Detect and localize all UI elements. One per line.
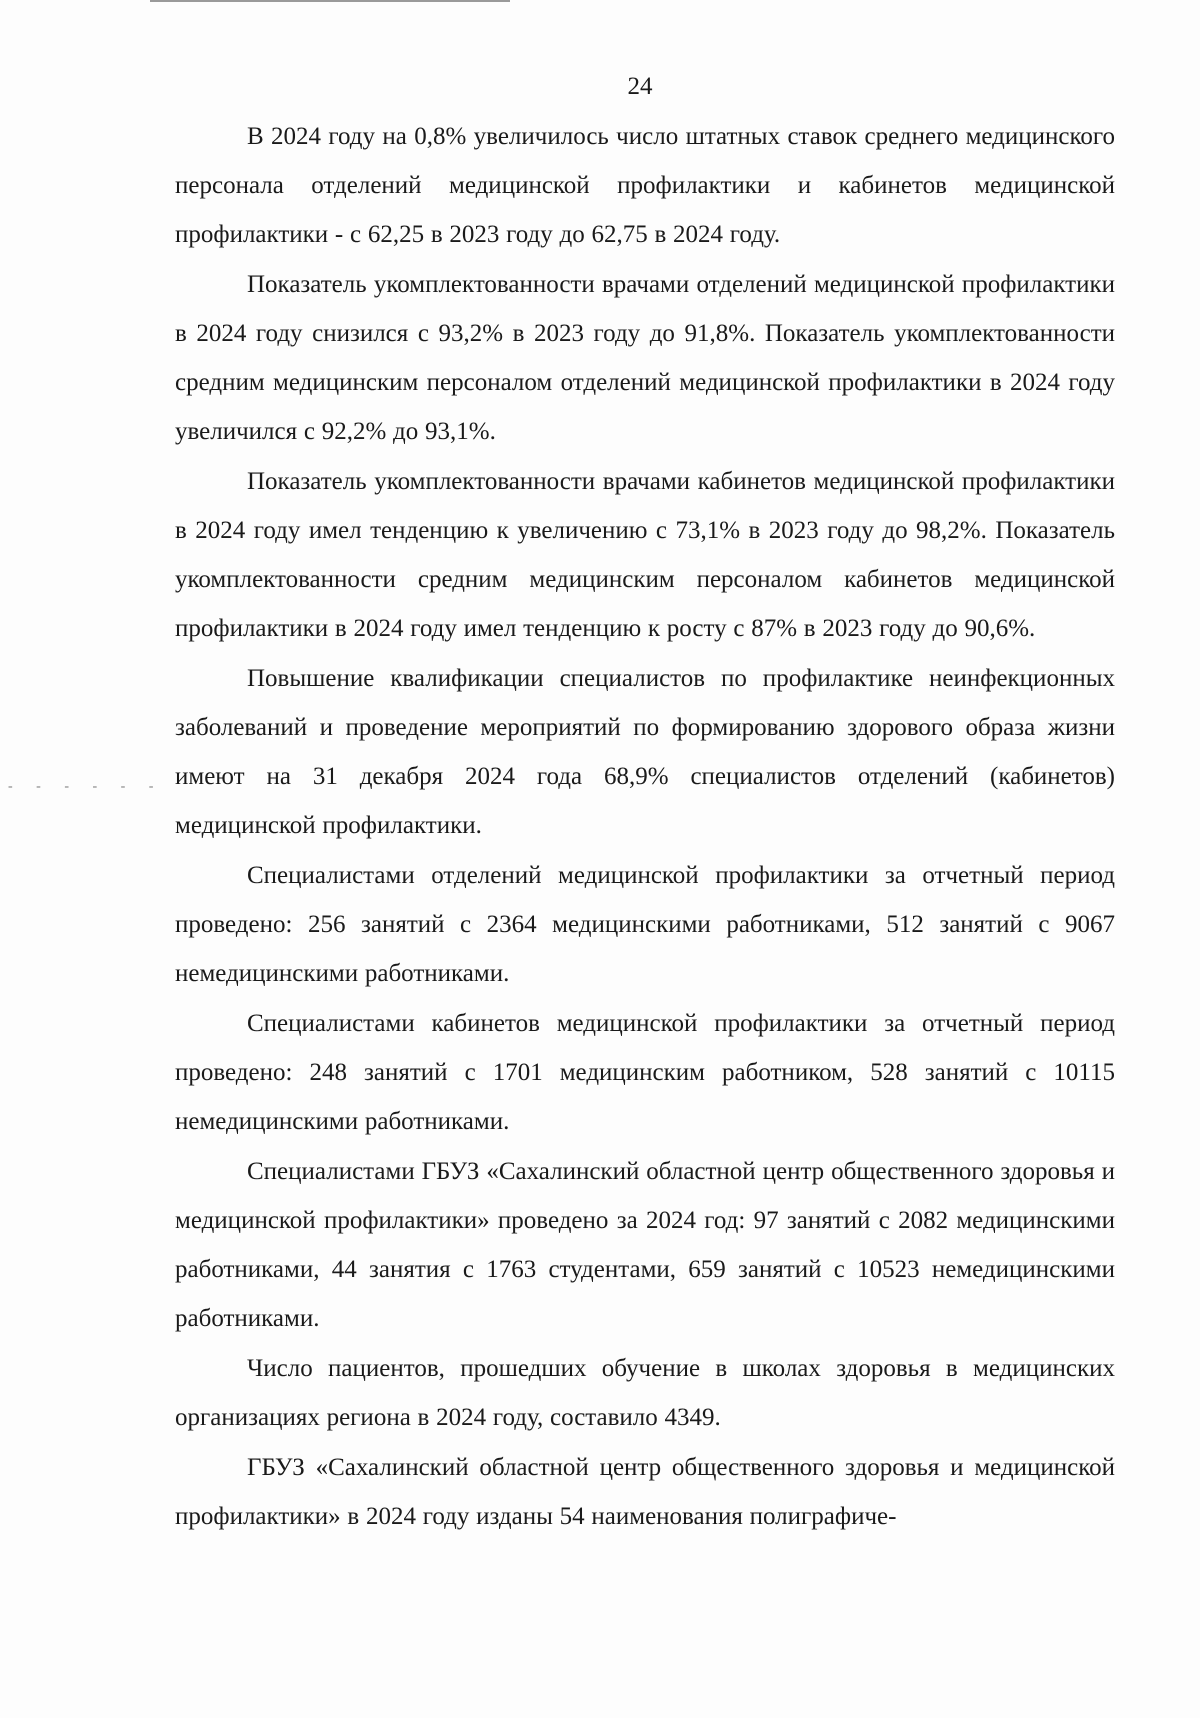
- paragraph-2: Показатель укомплектованности врачами отделений медицинской профилактики в 2024 году снизился с 93,2% в 2023 году до 91,8%. Показатель укомплектованности средним медицинским персоналом отделений медицинской профилактики в 2024 году увеличился с 92,2% до 93,1%.: [175, 271, 1115, 445]
- paragraph-1: В 2024 году на 0,8% увеличилось число штатных ставок среднего медицинского персонала отделений медицинской профилактики и кабинетов медицинской профилактики - с 62,25 в 2023 году до 62,75 в 2024 году.: [175, 123, 1115, 248]
- margin-dash-marks: - - - - - -: [8, 779, 164, 794]
- paragraph-6: Специалистами кабинетов медицинской профилактики за отчетный период проведено: 248 занятий с 1701 медицинским работником, 528 занятий с 10115 немедицинскими работниками.: [175, 1010, 1115, 1135]
- paragraph-9: ГБУЗ «Сахалинский областной центр общественного здоровья и медицинской профилактики» в 2024 году изданы 54 наименования полиграфиче-: [175, 1454, 1115, 1530]
- body-text: [175, 112, 1115, 1542]
- page-number: 24: [627, 73, 653, 100]
- paragraph-4: Повышение квалификации специалистов по профилактике неинфекционных заболеваний и проведение мероприятий по формированию здорового образа жизни имеют на 31 декабря 2024 года 68,9% специалистов отделений (кабинетов) медицинской профилактики.: [175, 665, 1115, 839]
- scan-edge-line: [150, 0, 510, 2]
- paragraph-5: Специалистами отделений медицинской профилактики за отчетный период проведено: 256 занятий с 2364 медицинскими работниками, 512 занятий с 9067 немедицинскими работниками.: [175, 862, 1115, 987]
- paragraph-8: Число пациентов, прошедших обучение в школах здоровья в медицинских организациях региона в 2024 году, составило 4349.: [175, 1355, 1115, 1431]
- paragraph-7: Специалистами ГБУЗ «Сахалинский областной центр общественного здоровья и медицинской профилактики» проведено за 2024 год: 97 занятий с 2082 медицинскими работниками, 44 занятия с 1763 студентами, 659 занятий с 10523 немедицинскими работниками.: [175, 1158, 1115, 1332]
- paragraph-3: Показатель укомплектованности врачами кабинетов медицинской профилактики в 2024 году имел тенденцию к увеличению с 73,1% в 2023 году до 98,2%. Показатель укомплектованности средним медицинским персоналом кабинетов медицинской профилактики в 2024 году имел тенденцию к росту с 87% в 2023 году до 90,6%.: [175, 468, 1115, 642]
